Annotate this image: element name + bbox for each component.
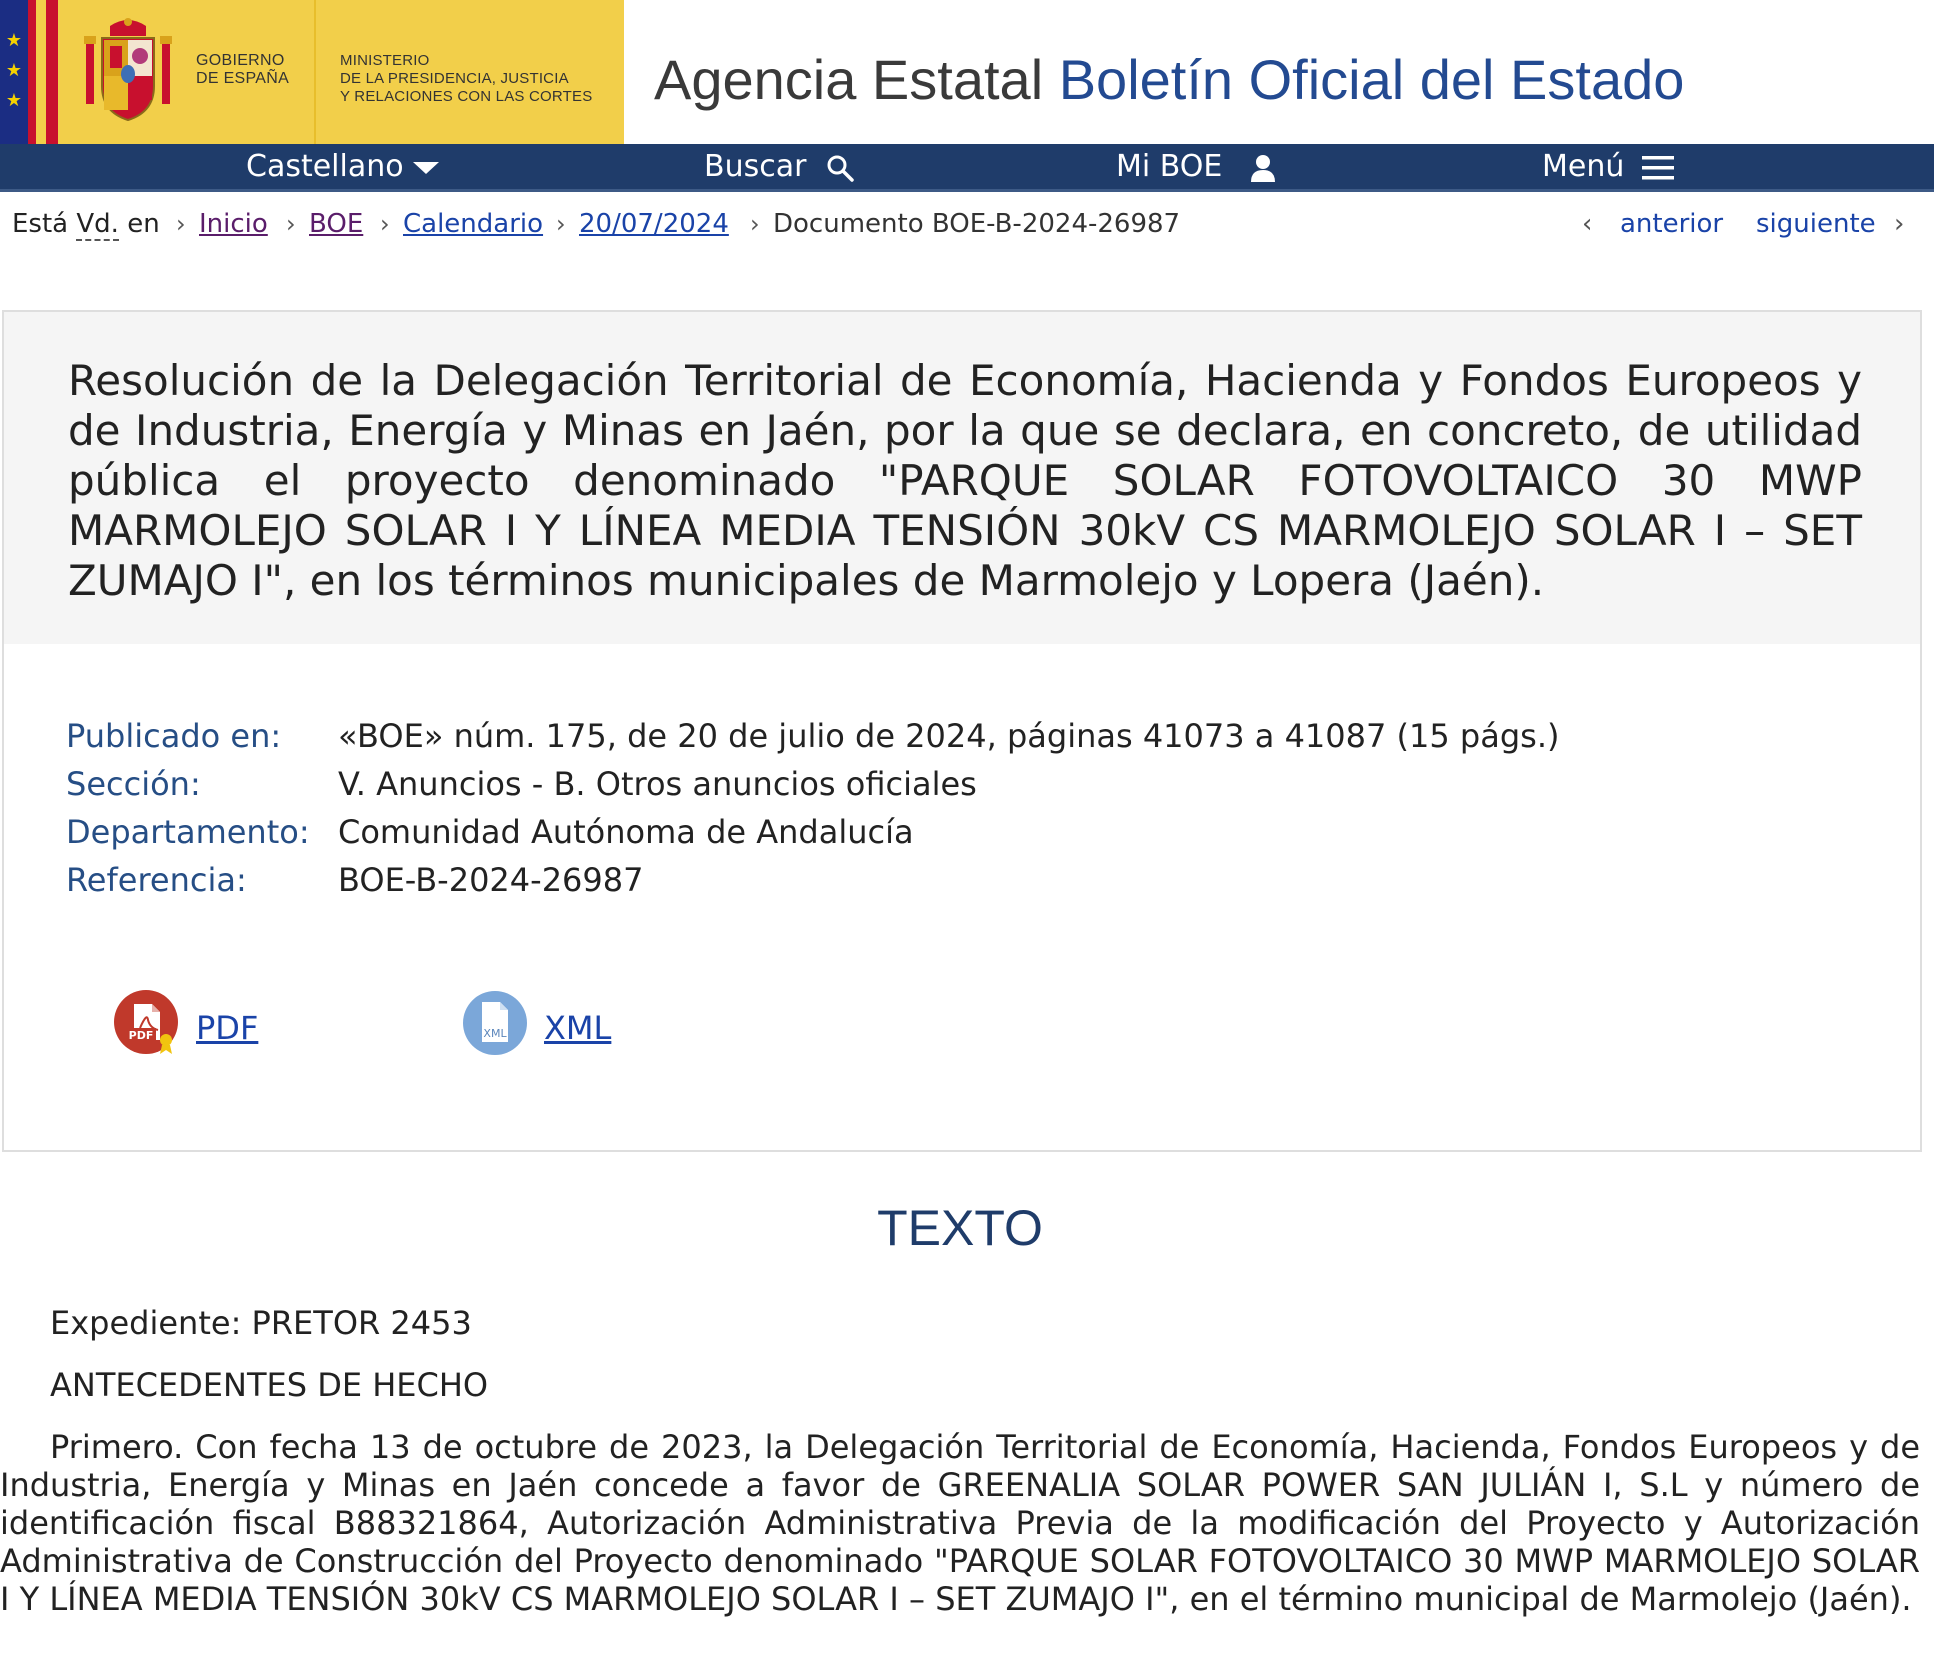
breadcrumb-chevron-icon: ›	[750, 210, 760, 238]
pdf-icon[interactable]	[114, 990, 180, 1056]
ministry-label	[340, 52, 592, 106]
xml-icon[interactable]	[462, 990, 528, 1056]
coat-of-arms-icon	[80, 16, 176, 124]
search-icon	[826, 154, 854, 182]
government-logo-block[interactable]	[0, 0, 624, 144]
breadcrumb-prefix-start: Está	[12, 209, 77, 239]
meta-department-value: Comunidad Autónoma de Andalucía	[338, 813, 914, 851]
hamburger-icon	[1642, 155, 1674, 181]
breadcrumb-prefix	[12, 208, 160, 240]
government-label	[196, 52, 289, 88]
xml-download[interactable]	[462, 990, 612, 1060]
next-document-link[interactable]: siguiente	[1756, 209, 1876, 239]
chevron-down-icon	[412, 160, 440, 176]
my-boe-button[interactable]	[1116, 144, 1276, 189]
ministry-line-1: MINISTERIO	[340, 52, 430, 69]
document-title-box	[2, 310, 1922, 646]
antecedentes-heading: ANTECEDENTES DE HECHO	[50, 1366, 489, 1404]
flag-strip	[0, 0, 58, 144]
agency-title[interactable]	[654, 44, 1684, 116]
site-header	[0, 0, 1934, 144]
pdf-download-link[interactable]: PDF	[196, 1009, 259, 1047]
text-section-heading: TEXTO	[877, 1200, 1043, 1256]
agency-name: Boletín Oficial del Estado	[1058, 48, 1685, 111]
meta-published-label: Publicado en:	[66, 717, 282, 755]
breadcrumb-home-link[interactable]: Inicio	[199, 209, 268, 239]
chevron-right-icon[interactable]: ›	[1894, 209, 1905, 239]
breadcrumb-boe-link[interactable]: BOE	[309, 209, 364, 239]
breadcrumb	[0, 192, 1934, 252]
breadcrumb-prefix-end: en	[118, 209, 160, 239]
search-button[interactable]	[704, 144, 854, 189]
menu-label: Menú	[1542, 149, 1625, 184]
spain-flag-yellow-band	[36, 0, 46, 144]
meta-reference-label: Referencia:	[66, 861, 247, 899]
breadcrumb-abbr: Vd.	[76, 209, 119, 239]
xml-download-link[interactable]: XML	[544, 1009, 612, 1047]
meta-section-label: Sección:	[66, 765, 201, 803]
ministry-line-2: DE LA PRESIDENCIA, JUSTICIA	[340, 70, 569, 87]
breadcrumb-current: Documento BOE-B-2024-26987	[773, 209, 1181, 239]
menu-button[interactable]	[1542, 144, 1674, 189]
meta-published-value: «BOE» núm. 175, de 20 de julio de 2024, páginas 41073 a 41087 (15 págs.)	[338, 717, 1560, 755]
document-title: Resolución de la Delegación Territorial de Economía, Hacienda y Fondos Europeos y de Industria, Energía y Minas en Jaén, por la que se declara, en concreto, de utilidad pública el proyecto denominado "PARQUE SOLAR FOTOVOLTAICO 30 MWP MARMOLEJO SOLAR I Y LÍNEA MEDIA TENSIÓN 30kV CS MARMOLEJO SOLAR I – SET ZUMAJO I", en los términos municipales de Marmolejo y Lopera (Jaén).	[68, 356, 1862, 605]
main-nav	[0, 144, 1934, 192]
breadcrumb-chevron-icon: ›	[286, 210, 296, 238]
search-label: Buscar	[704, 149, 807, 184]
previous-document-link[interactable]: anterior	[1620, 209, 1724, 239]
meta-section-value: V. Anuncios - B. Otros anuncios oficiales	[338, 765, 977, 803]
language-selector[interactable]	[246, 144, 440, 189]
breadcrumb-date-link[interactable]: 20/07/2024	[579, 209, 729, 239]
primero-paragraph: Primero. Con fecha 13 de octubre de 2023, la Delegación Territorial de Economía, Hacienda, Fondos Europeos y de Industria, Energía y Minas en Jaén concede a favor de GREENALIA SOLAR POWER SAN JULIÁN I, S.L y número de identificación fiscal B88321864, Autorización Administrativa Previa de la modificación del Proyecto y Autorización Administrativa de Construcción del Proyecto denominado "PARQUE SOLAR FOTOVOLTAICO 30 MWP MARMOLEJO SOLAR I Y LÍNEA MEDIA TENSIÓN 30kV CS MARMOLEJO SOLAR I – SET ZUMAJO I", en el término municipal de Marmolejo (Jaén).	[0, 1428, 1920, 1618]
meta-reference-value: BOE-B-2024-26987	[338, 861, 644, 899]
government-line-1: GOBIERNO	[196, 52, 285, 69]
breadcrumb-chevron-icon: ›	[176, 210, 186, 238]
eu-stars-icon: ★ ★ ★	[5, 30, 23, 111]
logo-divider	[314, 0, 316, 144]
pdf-download[interactable]	[114, 990, 259, 1060]
chevron-left-icon[interactable]: ‹	[1582, 209, 1593, 239]
agency-prefix: Agencia Estatal	[654, 48, 1044, 111]
breadcrumb-chevron-icon: ›	[556, 210, 566, 238]
government-line-2: DE ESPAÑA	[196, 70, 290, 87]
breadcrumb-chevron-icon: ›	[380, 210, 390, 238]
svg-text:XML: XML	[483, 1027, 507, 1040]
user-icon	[1250, 154, 1276, 182]
breadcrumb-calendar-link[interactable]: Calendario	[403, 209, 544, 239]
svg-text:PDF: PDF	[128, 1029, 154, 1042]
language-label: Castellano	[246, 149, 404, 184]
ministry-line-3: Y RELACIONES CON LAS CORTES	[340, 88, 593, 105]
meta-department-label: Departamento:	[66, 813, 310, 851]
expediente-paragraph: Expediente: PRETOR 2453	[50, 1304, 472, 1342]
my-boe-label: Mi BOE	[1116, 149, 1223, 184]
